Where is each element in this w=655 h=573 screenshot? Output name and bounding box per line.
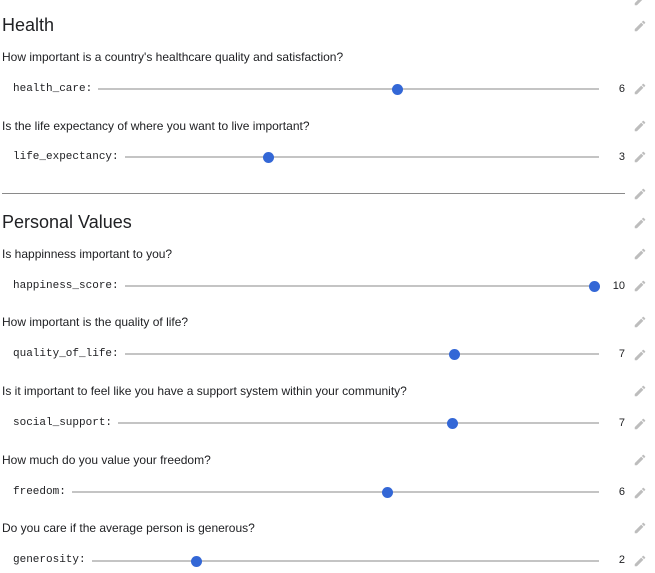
pencil-icon[interactable] <box>633 187 647 201</box>
pencil-icon[interactable] <box>633 82 647 96</box>
slider-track-quality-of-life[interactable] <box>125 353 599 355</box>
question-life-expectancy: Is the life expectancy of where you want to live important? <box>2 119 310 133</box>
slider-thumb-social-support[interactable] <box>447 418 458 429</box>
param-label-quality-of-life: quality_of_life: <box>13 348 119 360</box>
pencil-icon[interactable] <box>633 247 647 261</box>
param-label-health-care: health_care: <box>13 83 93 95</box>
slider-thumb-life-expectancy[interactable] <box>263 152 274 163</box>
slider-thumb-quality-of-life[interactable] <box>449 349 460 360</box>
question-generosity: Do you care if the average person is generous? <box>2 521 255 535</box>
slider-track-health-care[interactable] <box>98 88 599 90</box>
slider-track-generosity[interactable] <box>92 560 599 562</box>
slider-track-life-expectancy[interactable] <box>125 156 599 158</box>
slider-value-happiness-score: 10 <box>612 280 625 292</box>
slider-value-freedom: 6 <box>618 486 625 498</box>
slider-value-quality-of-life: 7 <box>618 348 625 360</box>
pencil-icon[interactable] <box>633 554 647 568</box>
slider-value-health-care: 6 <box>618 83 625 95</box>
slider-thumb-freedom[interactable] <box>382 487 393 498</box>
pencil-icon[interactable] <box>633 486 647 500</box>
slider-thumb-generosity[interactable] <box>191 556 202 567</box>
question-quality-of-life: How important is the quality of life? <box>2 315 189 329</box>
pencil-icon[interactable] <box>633 216 647 230</box>
slider-track-happiness-score[interactable] <box>125 285 599 287</box>
pencil-icon[interactable] <box>633 417 647 431</box>
section-heading-health: Health <box>2 15 55 35</box>
slider-track-freedom[interactable] <box>72 491 599 493</box>
pencil-icon[interactable] <box>633 521 647 535</box>
pencil-icon[interactable] <box>633 119 647 133</box>
pencil-icon[interactable] <box>633 348 647 362</box>
pencil-icon[interactable] <box>633 384 647 398</box>
slider-thumb-health-care[interactable] <box>392 84 403 95</box>
param-label-life-expectancy: life_expectancy: <box>13 151 119 163</box>
param-label-freedom: freedom: <box>13 486 66 498</box>
slider-track-social-support[interactable] <box>118 422 599 424</box>
pencil-icon[interactable] <box>633 315 647 329</box>
slider-value-social-support: 7 <box>618 417 625 429</box>
param-label-happiness-score: happiness_score: <box>13 280 119 292</box>
question-freedom: How much do you value your freedom? <box>2 453 211 467</box>
pencil-icon[interactable] <box>633 0 647 7</box>
question-happiness-score: Is happinness important to you? <box>2 247 173 261</box>
pencil-icon[interactable] <box>633 19 647 33</box>
pencil-icon[interactable] <box>633 453 647 467</box>
param-label-social-support: social_support: <box>13 417 113 429</box>
question-social-support: Is it important to feel like you have a support system within your community? <box>2 384 407 398</box>
question-health-care: How important is a country's healthcare quality and satisfaction? <box>2 50 344 64</box>
param-label-generosity: generosity: <box>13 554 86 566</box>
slider-value-generosity: 2 <box>618 554 625 566</box>
section-heading-personal-values: Personal Values <box>2 212 132 232</box>
pencil-icon[interactable] <box>633 279 647 293</box>
pencil-icon[interactable] <box>633 150 647 164</box>
section-divider <box>2 193 625 194</box>
slider-thumb-happiness-score[interactable] <box>589 281 600 292</box>
slider-value-life-expectancy: 3 <box>618 151 625 163</box>
